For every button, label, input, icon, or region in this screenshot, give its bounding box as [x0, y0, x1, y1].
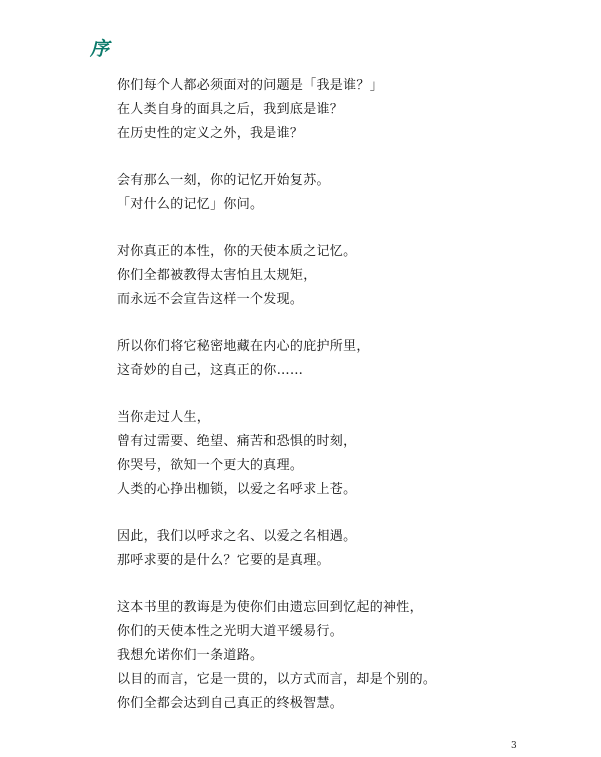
- stanza: [117, 240, 557, 312]
- text-line: 人类的心挣出枷锁，以爱之名呼求上苍。: [117, 482, 357, 497]
- text-line: 那呼求要的是什么？它要的是真理。: [117, 553, 330, 568]
- stanza: [117, 74, 557, 146]
- text-line: 你哭号，欲知一个更大的真理。: [117, 458, 304, 473]
- text-line: 所以你们将它秘密地藏在内心的庇护所里，: [117, 339, 370, 354]
- text-line: 你们的天使本性之光明大道平缓易行。: [117, 624, 344, 639]
- stanza: [117, 525, 557, 573]
- text-line: 我想允诺你们一条道路。: [117, 648, 264, 663]
- text-line: 这奇妙的自己，这真正的你……: [117, 363, 304, 378]
- stanza: [117, 406, 557, 502]
- stanza: [117, 169, 557, 217]
- text-line: 在人类自身的面具之后，我到底是谁？: [117, 102, 344, 117]
- text-line: 以目的而言，它是一贯的，以方式而言，却是个别的。: [117, 672, 437, 687]
- text-line: 而永远不会宣告这样一个发现。: [117, 292, 304, 307]
- text-line: 你们每个人都必须面对的问题是「我是谁？」: [117, 78, 384, 93]
- text-line: 当你走过人生，: [117, 410, 211, 425]
- page-number: 3: [511, 741, 517, 751]
- stanza: [117, 596, 557, 716]
- preface-body: [117, 74, 557, 739]
- text-line: 「对什么的记忆」你问。: [117, 197, 264, 212]
- stanza: [117, 335, 557, 383]
- text-line: 你们全都被教得太害怕且太规矩，: [117, 268, 317, 283]
- text-line: 这本书里的教诲是为使你们由遗忘回到忆起的神性，: [117, 600, 423, 615]
- text-line: 曾有过需要、绝望、痛苦和恐惧的时刻，: [117, 434, 357, 449]
- text-line: 在历史性的定义之外，我是谁？: [117, 126, 304, 141]
- text-line: 因此，我们以呼求之名、以爱之名相遇。: [117, 529, 357, 544]
- text-line: 对你真正的本性，你的天使本质之记忆。: [117, 244, 357, 259]
- text-line: 会有那么一刻，你的记忆开始复苏。: [117, 173, 330, 188]
- page-title: 序: [90, 38, 111, 60]
- text-line: 你们全都会达到自己真正的终极智慧。: [117, 696, 344, 711]
